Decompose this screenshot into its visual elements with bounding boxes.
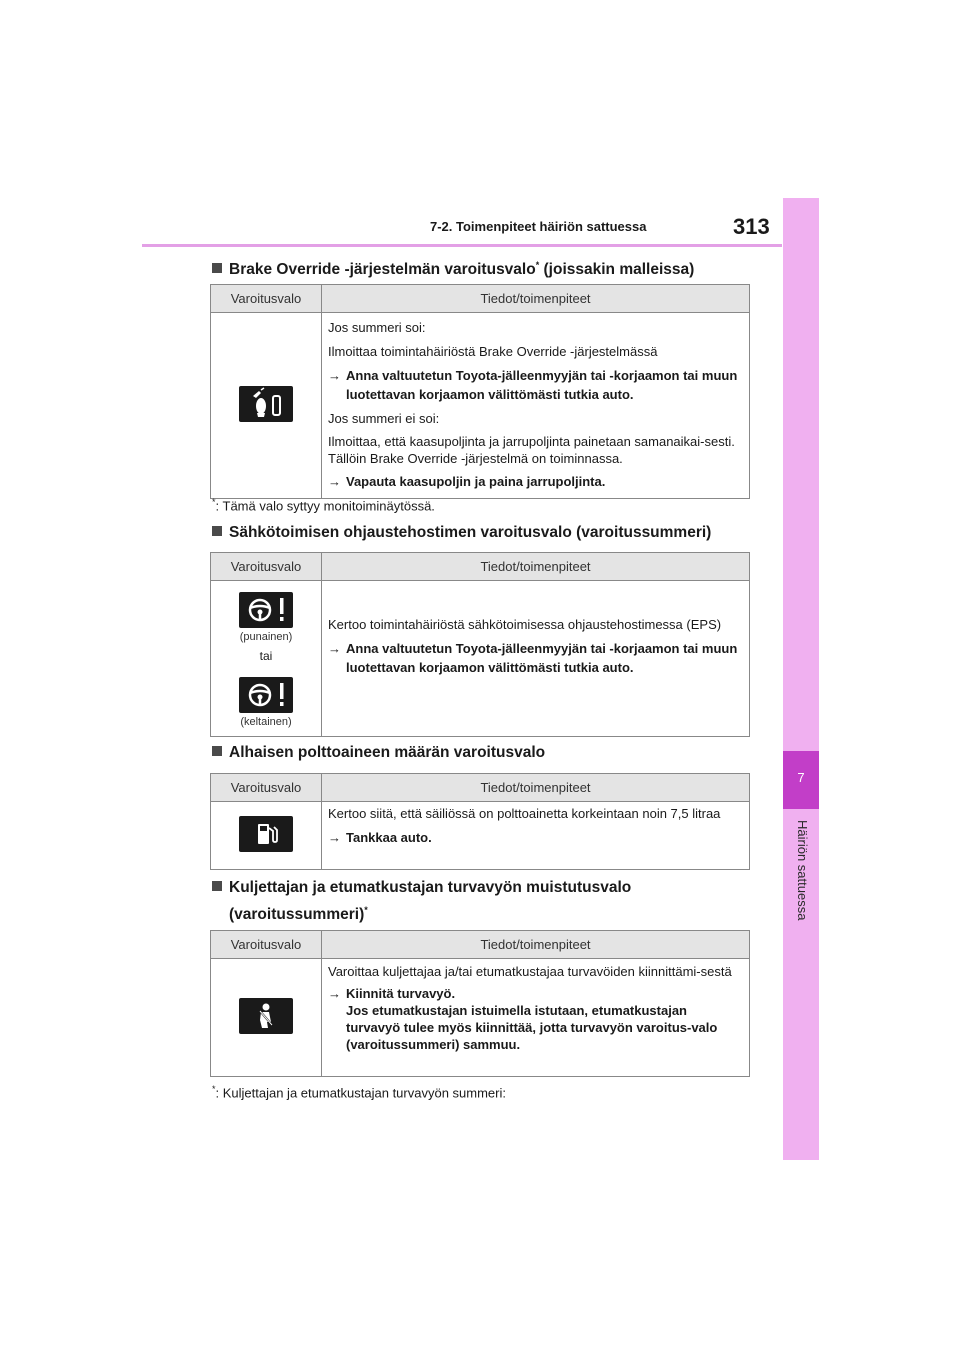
info-line: Ilmoittaa, että kaasupoljinta ja jarrupoljinta painetaan samanaikai-sesti. Tällöin Brake Override -järjestelmä on toiminnassa. xyxy=(328,434,735,466)
col-header-light: Varoitusvalo xyxy=(211,285,322,313)
col-header-light: Varoitusvalo xyxy=(211,774,322,802)
chapter-label: Häiriön sattuessa xyxy=(795,820,810,921)
header-rule xyxy=(142,244,782,247)
info-line: Varoittaa kuljettajaa ja/tai etumatkustajaa turvavöiden kiinnittämi-sestä xyxy=(328,964,732,979)
brake-override-icon xyxy=(239,386,293,422)
steering-warning-icon xyxy=(239,592,293,628)
icon-color-label: (keltainen) xyxy=(240,715,292,728)
action-line: → Anna valtuutetun Toyota-jälleenmyyjän tai -korjaamon tai muun luotettavan korjaamon välittömästi tutkia auto. xyxy=(328,366,742,404)
col-header-info: Tiedot/toimenpiteet xyxy=(322,931,750,959)
eps-table xyxy=(210,552,750,737)
seatbelt-table xyxy=(210,930,750,1077)
action-line: → Anna valtuutetun Toyota-jälleenmyyjän tai -korjaamon tai muun luotettavan korjaamon välittömästi tutkia auto. xyxy=(328,639,742,677)
page-number: 313 xyxy=(733,214,770,239)
action-detail: Jos etumatkustajan istuimella istutaan, etumatkustajan turvavyö tulee myös kiinnittää, jotta turvavyön varoitus-valo (varoitussummeri) sammuu. xyxy=(346,1003,718,1052)
info-line: Jos summeri ei soi: xyxy=(328,411,440,426)
section-title-fuel: Alhaisen polttoaineen määrän varoitusvalo xyxy=(212,742,545,764)
section-header: 7-2. Toimenpiteet häiriön sattuessa xyxy=(430,219,647,234)
action-line: → Kiinnitä turvavyö. xyxy=(328,985,742,1002)
seatbelt-icon xyxy=(239,998,293,1034)
chapter-side-tab xyxy=(783,198,819,1160)
footnote-2: *: Kuljettajan ja etumatkustajan turvavyön summeri: xyxy=(212,1084,506,1101)
info-line: Ilmoittaa toimintahäiriöstä Brake Override -järjestelmässä xyxy=(328,344,658,359)
chapter-number: 7 xyxy=(797,770,805,785)
steering-warning-icon xyxy=(239,677,293,713)
or-label: tai xyxy=(259,648,273,663)
col-header-light: Varoitusvalo xyxy=(211,553,322,581)
section-title-eps: Sähkötoimisen ohjaustehostimen varoitusvalo (varoitussummeri) xyxy=(212,522,711,544)
brake-override-table xyxy=(210,284,750,499)
fuel-pump-icon xyxy=(239,816,293,852)
col-header-info: Tiedot/toimenpiteet xyxy=(322,774,750,802)
icon-color-label: (punainen) xyxy=(239,630,293,643)
fuel-table xyxy=(210,773,750,870)
section-title-seatbelt: Kuljettajan ja etumatkustajan turvavyön muistutusvalo (varoitussummeri)* xyxy=(212,877,631,926)
section-title-brake-override: Brake Override -järjestelmän varoitusvalo* (joissakin malleissa) xyxy=(212,254,694,281)
col-header-info: Tiedot/toimenpiteet xyxy=(322,285,750,313)
col-header-light: Varoitusvalo xyxy=(211,931,322,959)
col-header-info: Tiedot/toimenpiteet xyxy=(322,553,750,581)
info-line: Jos summeri soi: xyxy=(328,320,426,335)
footnote-1: *: Tämä valo syttyy monitoiminäytössä. xyxy=(212,497,435,514)
info-line: Kertoo toimintahäiriöstä sähkötoimisessa ohjaustehostimessa (EPS) xyxy=(328,617,722,632)
info-line: Kertoo siitä, että säiliössä on polttoainetta korkeintaan noin 7,5 litraa xyxy=(328,806,721,821)
action-line: → Vapauta kaasupoljin ja paina jarrupoljinta. xyxy=(328,472,742,491)
action-line: → Tankkaa auto. xyxy=(328,828,742,847)
